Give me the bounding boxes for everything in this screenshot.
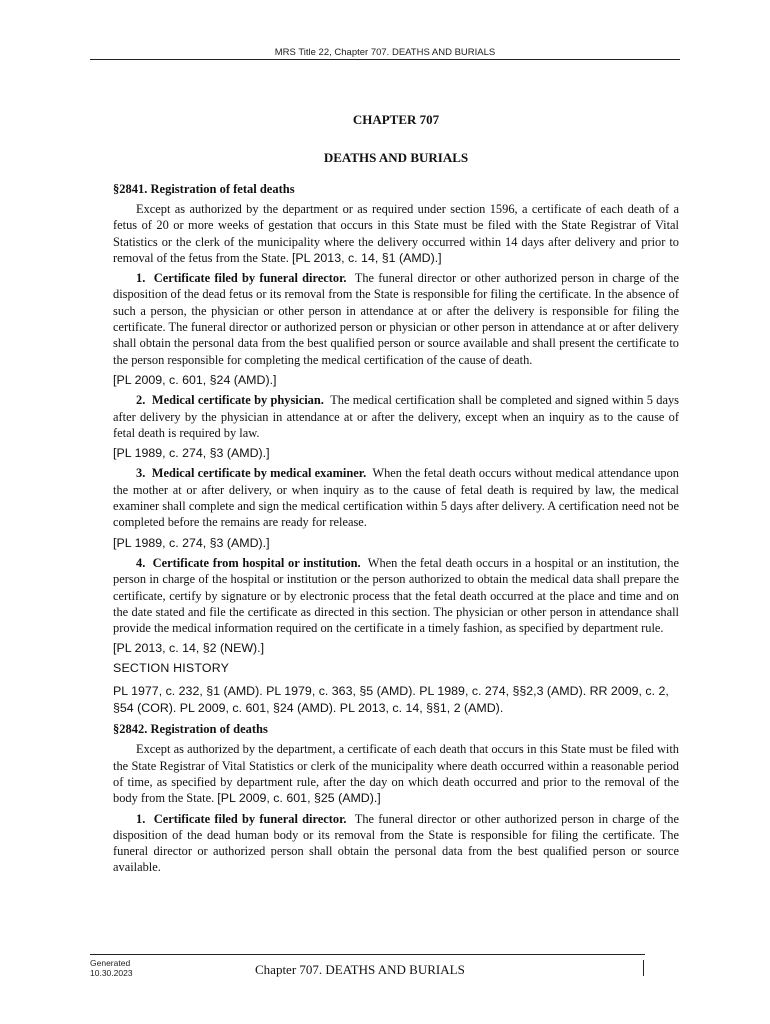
section-2842-heading: §2842. Registration of deaths <box>113 722 268 737</box>
section-2841-subsection-3 <box>113 465 679 530</box>
header-rule <box>90 59 680 60</box>
subsection-number: 1. <box>136 811 146 826</box>
running-header: MRS Title 22, Chapter 707. DEATHS AND BURIALS <box>274 47 496 58</box>
subsection-number: 2. <box>136 393 146 408</box>
footer-chapter-title: Chapter 707. DEATHS AND BURIALS <box>255 962 465 977</box>
subsection-text: When the fetal death occurs in a hospital or an institution, the person in charge of the hospital or institution or the person authorized to obtain the medical data shall prepare the certificate, certify by signature or by electronic process that the fetal death occurred at the place and time and on the date stated and file the certificate as directed in this section. The physician or other person in attendance shall provide the medical information required on the certificate in a timely fashion, as specified by department rule. <box>113 555 680 636</box>
subsection-title: Certificate filed by funeral director. <box>153 811 347 826</box>
section-2841-subsection-1-history: [PL 2009, c. 601, §24 (AMD).] <box>113 372 277 387</box>
subsection-title: Certificate from hospital or institution. <box>152 555 361 570</box>
subsection-title: Medical certificate by medical examiner. <box>151 466 367 481</box>
section-2842-subsection-1 <box>113 811 679 876</box>
section-2841-subsection-2 <box>113 392 679 441</box>
document-body <box>113 112 679 880</box>
subsection-title: Medical certificate by physician. <box>151 393 324 408</box>
footer-generated-label: Generated <box>90 958 131 968</box>
subsection-number: 1. <box>136 271 146 286</box>
footer-page-bar <box>643 960 644 976</box>
section-2841-subsection-4-history: [PL 2013, c. 14, §2 (NEW).] <box>113 641 265 656</box>
section-2842-intro-history: [PL 2009, c. 601, §25 (AMD).] <box>217 791 381 806</box>
section-2842-intro-text: Except as authorized by the department, a certificate of each death that occurs in this State must be filed with the State Registrar of Vital Statistics or clerk of the municipality where death occurred within a reasonable period of time, as specified by department rule, after the day on which death occurred and prior to the removal of the body from the State. <box>113 742 679 806</box>
section-2841-subsection-3-history: [PL 1989, c. 274, §3 (AMD).] <box>113 535 270 550</box>
section-2841-subsection-4 <box>113 555 679 636</box>
subsection-number: 3. <box>136 466 146 481</box>
section-2841-intro <box>113 201 679 266</box>
section-history-text: PL 1977, c. 232, §1 (AMD). PL 1979, c. 363, §5 (AMD). PL 1989, c. 274, §§2,3 (AMD). RR 2009, c. 2, §54 (COR). PL 2009, c. 601, §24 (AMD). PL 2013, c. 14, §§1, 2 (AMD). <box>113 683 669 715</box>
subsection-number: 4. <box>136 555 146 570</box>
footer-generated <box>90 958 133 978</box>
footer-generated-date: 10.30.2023 <box>90 968 133 978</box>
section-history-heading: SECTION HISTORY <box>113 660 230 675</box>
chapter-number: CHAPTER 707 <box>352 112 440 127</box>
subsection-text: The funeral director or other authorized person in charge of the disposition of the dead human body or its removal from the State is responsible for filing the certificate. The funeral director or authorized person shall obtain the personal data from the best qualified person or source available. <box>113 811 679 875</box>
section-2841-intro-history: [PL 2013, c. 14, §1 (AMD).] <box>291 250 442 265</box>
chapter-title: DEATHS AND BURIALS <box>323 150 469 165</box>
footer-rule <box>90 954 645 955</box>
subsection-text: The funeral director or other authorized person in charge of the disposition of the dead fetus or its removal from the State is responsible for filing the certificate. In the absence of such a person, the physician or other person in attendance at or after the delivery is responsible for filing the certificate. The funeral director or authorized person or physician or other person in attendance at or after delivery shall obtain the personal data from the best qualified person or source available and shall present the certificate to the person responsible for completing the medical certification of the cause of death. <box>113 271 679 367</box>
subsection-text: When the fetal death occurs without medical attendance upon the mother at or after delivery, or when inquiry as to the cause of fetal death is required by law, the medical examiner shall complete and sign the medical certification within 5 days after delivery. A certification need not be completed before the remains are ready for release. <box>113 466 679 530</box>
section-2841-subsection-1 <box>113 270 679 368</box>
section-2842-intro <box>113 741 679 806</box>
section-2841-intro-text: Except as authorized by the department or as required under section 1596, a certificate of each death of a fetus of 20 or more weeks of gestation that occurs in this State must be filed with the State Registrar of Vital Statistics or the clerk of the municipality where the delivery occurred within 14 days after delivery and prior to removal of the fetus from the State. <box>113 202 679 265</box>
subsection-text: The medical certification shall be completed and signed within 5 days after delivery by the physician in attendance at or after the delivery, except when an inquiry as to the cause of fetal death is required by law. <box>113 393 679 440</box>
section-2841-heading: §2841. Registration of fetal deaths <box>113 182 295 196</box>
subsection-title: Certificate filed by funeral director. <box>153 271 347 286</box>
section-2841-subsection-2-history: [PL 1989, c. 274, §3 (AMD).] <box>113 446 270 461</box>
